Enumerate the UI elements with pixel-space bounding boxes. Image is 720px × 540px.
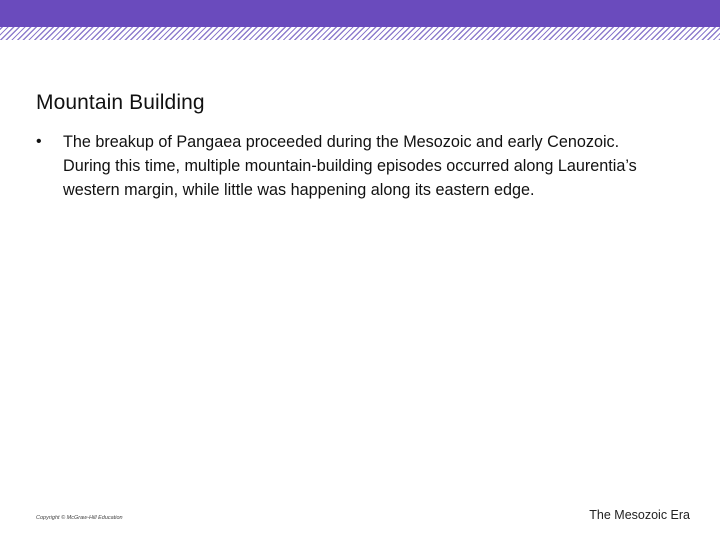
footer-copyright: Copyright © McGraw-Hill Education [36, 515, 123, 521]
bullet-text: The breakup of Pangaea proceeded during the Mesozoic and early Cenozoic. During this time, multiple mountain-building episodes occurred along Laurentia’s western margin, while little was happening along its eastern edge. [63, 133, 637, 199]
header-accent-bar [0, 0, 720, 27]
bullet-item [36, 130, 646, 202]
bullet-icon: • [36, 133, 42, 150]
header-hatch-pattern [0, 27, 720, 40]
slide-title: Mountain Building [36, 91, 205, 114]
footer-section-label: The Mesozoic Era [589, 508, 690, 522]
bullet-list [36, 130, 646, 202]
